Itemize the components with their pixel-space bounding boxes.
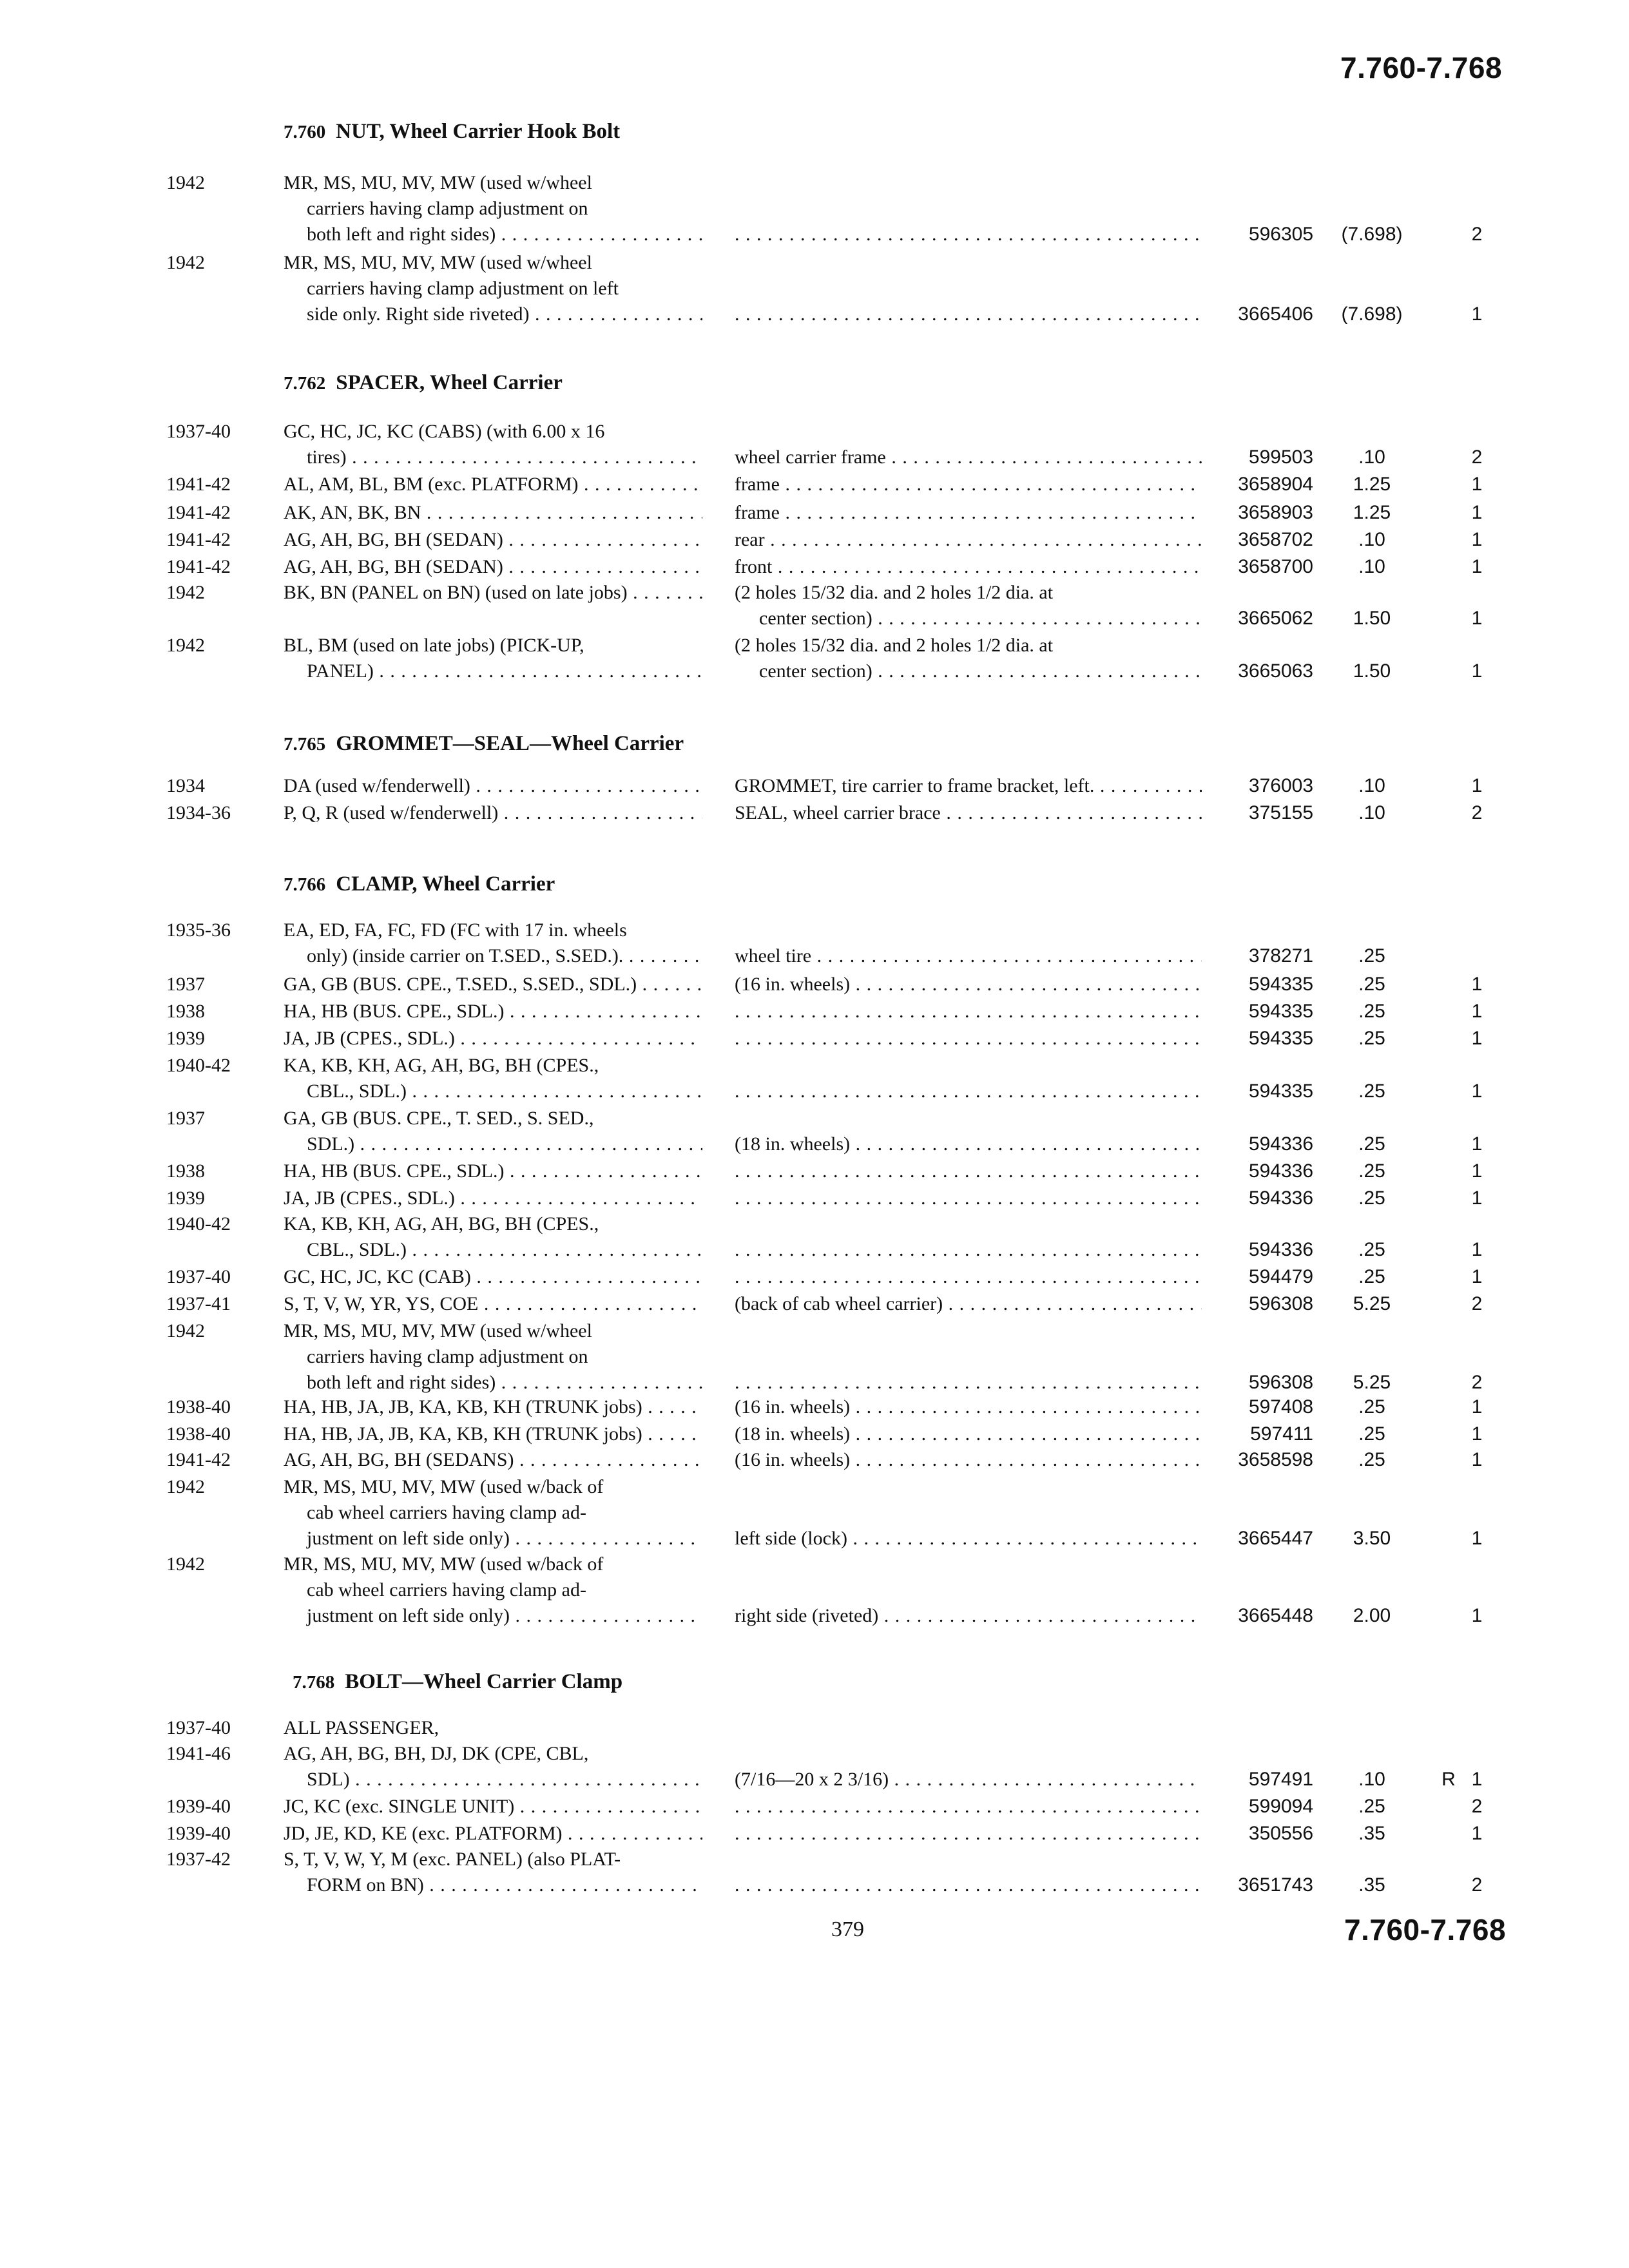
note-line: (2 holes 15/32 dia. and 2 holes 1/2 dia. at [735,635,1054,656]
part-number: 594336 [1248,1239,1313,1260]
quantity: 2 [1471,1796,1483,1817]
part-note [735,943,1202,969]
part-number: 597411 [1250,1423,1313,1445]
quantity: 1 [1471,529,1483,550]
description-line: MR, MS, MU, MV, MW (used w/back of [284,1476,604,1497]
model-year: 1942 [166,1553,205,1575]
note-line [735,1794,1202,1820]
note-line: wheel tire . . . [735,943,1202,969]
part-number: 594335 [1248,1001,1313,1022]
note-line: (18 in. wheels) . . . [735,1421,1202,1447]
description-line: PANEL) . . . [284,658,702,684]
description-line: SDL) . . . [284,1767,702,1792]
part-note [735,1237,1202,1263]
note-line: frame . . . [735,472,1202,497]
part-note [735,302,1202,327]
part-number: 597491 [1248,1769,1313,1790]
description-line: HA, HB (BUS. CPE., SDL.) . . . [284,1158,702,1184]
part-number: 375155 [1248,802,1313,823]
section-number: 7.765 [284,734,326,754]
quantity: 1 [1471,1769,1483,1790]
model-year: 1940-42 [166,1213,231,1235]
model-year: 1937-40 [166,1717,231,1738]
list-price: .10 [1358,529,1385,550]
section-number: 7.766 [284,874,326,895]
quantity: 1 [1471,1239,1483,1260]
note-line: rear . . . [735,527,1202,553]
note-line: (16 in. wheels) . . . [735,1447,1202,1473]
list-price: .35 [1358,1874,1385,1896]
description-line: S, T, V, W, Y, M (exc. PANEL) (also PLAT- [284,1849,621,1870]
page-range-footer: 7.760-7.768 [1344,1913,1507,1946]
model-description [284,1264,702,1290]
model-description [284,1186,702,1211]
note-line: GROMMET, tire carrier to frame bracket, left. . . . [735,773,1202,799]
note-line: front . . . [735,554,1202,580]
list-price: 2.00 [1353,1605,1391,1626]
quantity: 1 [1471,1449,1483,1470]
part-note [735,1526,1202,1552]
description-line: JD, JE, KD, KE (exc. PLATFORM) . . . [284,1821,702,1847]
model-description [284,472,702,497]
section-title [284,371,563,395]
description-line: GC, HC, JC, KC (CAB) . . . [284,1264,702,1290]
note-line [735,1821,1202,1847]
note-line [735,1872,1202,1898]
list-price: .10 [1358,447,1385,468]
list-price: .25 [1358,1081,1385,1102]
model-year: 1941-42 [166,502,231,523]
model-year: 1940-42 [166,1055,231,1076]
model-description [284,999,702,1024]
quantity: 2 [1471,1874,1483,1896]
description-line: SDL.) . . . [284,1131,702,1157]
model-description [284,800,702,826]
part-note [735,1186,1202,1211]
section-heading: NUT, Wheel Carrier Hook Bolt [336,120,621,143]
quantity: 2 [1471,447,1483,468]
part-note [735,972,1202,997]
description-line: tires) . . . [284,445,702,470]
list-price: .10 [1358,802,1385,823]
description-line: MR, MS, MU, MV, MW (used w/back of [284,1553,604,1575]
note-line: SEAL, wheel carrier brace . . . [735,800,1202,826]
part-number: 596308 [1248,1372,1313,1393]
part-note [735,999,1202,1024]
model-description [284,918,702,969]
model-year: 1934-36 [166,802,231,823]
page-range-header: 7.760-7.768 [1340,51,1503,84]
model-year: 1942 [166,635,205,656]
section-title [293,1670,622,1694]
description-line: MR, MS, MU, MV, MW (used w/wheel [284,172,592,193]
part-number: 3651743 [1238,1874,1313,1896]
description-line: HA, HB, JA, JB, KA, KB, KH (TRUNK jobs) . . . [284,1421,702,1447]
model-description [284,580,702,606]
quantity: 1 [1471,974,1483,995]
part-number: 3665062 [1238,608,1313,629]
part-note [735,1872,1202,1898]
list-price: .25 [1358,1266,1385,1287]
list-price: .10 [1358,775,1385,796]
quantity: 2 [1471,802,1483,823]
model-description [284,1211,702,1263]
list-price: .10 [1358,1769,1385,1790]
description-line: MR, MS, MU, MV, MW (used w/wheel [284,252,592,273]
part-number: 3665447 [1238,1528,1313,1549]
quantity: 1 [1471,303,1483,325]
description-line: CBL., SDL.) . . . [284,1237,702,1263]
model-description [284,1053,702,1104]
description-line: JA, JB (CPES., SDL.) . . . [284,1026,702,1052]
part-number: 594479 [1248,1266,1313,1287]
description-line: side only. Right side riveted) . . . [284,302,702,327]
model-year: 1934 [166,775,205,796]
quantity: 1 [1471,775,1483,796]
description-line: AG, AH, BG, BH (SEDAN) . . . [284,554,702,580]
description-line: justment on left side only) . . . [284,1526,702,1552]
list-price: .25 [1358,1001,1385,1022]
list-price: .10 [1358,556,1385,577]
part-note [735,222,1202,247]
part-number: 597408 [1248,1396,1313,1418]
model-description [284,633,702,684]
list-price: (7.698) [1341,224,1403,245]
list-price: .25 [1358,1239,1385,1260]
section-heading: CLAMP, Wheel Carrier [336,872,555,896]
part-number: 596308 [1248,1293,1313,1314]
model-year: 1942 [166,172,205,193]
description-line: MR, MS, MU, MV, MW (used w/wheel [284,1320,592,1341]
description-line: cab wheel carriers having clamp ad- [307,1579,586,1600]
note-line [735,222,1202,247]
section-number: 7.762 [284,373,326,394]
description-line: HA, HB, JA, JB, KA, KB, KH (TRUNK jobs) . . . [284,1394,702,1420]
model-description [284,554,702,580]
part-note [735,1794,1202,1820]
quantity: 1 [1471,474,1483,495]
note-line: (16 in. wheels) . . . [735,972,1202,997]
description-line: KA, KB, KH, AG, AH, BG, BH (CPES., [284,1213,599,1235]
part-number: 594335 [1248,974,1313,995]
list-price: .25 [1358,1133,1385,1155]
description-line: AG, AH, BG, BH (SEDAN) . . . [284,527,702,553]
part-number: 350556 [1248,1823,1313,1844]
model-description [284,773,702,799]
part-number: 3665063 [1238,660,1313,682]
part-number: 3658702 [1238,529,1313,550]
note-line: right side (riveted) . . . [735,1603,1202,1629]
list-price: .25 [1358,1396,1385,1418]
description-line: ALL PASSENGER, [284,1717,439,1738]
list-price: (7.698) [1341,303,1403,325]
quantity: 1 [1471,608,1483,629]
model-description [284,1552,702,1629]
model-year: 1941-42 [166,1449,231,1470]
quantity: 2 [1471,1293,1483,1314]
model-description [284,1158,702,1184]
model-year: 1937 [166,974,205,995]
part-number: 594335 [1248,1028,1313,1049]
part-note [735,527,1202,553]
note-line [735,1370,1202,1396]
note-line [735,1026,1202,1052]
note-line: center section) . . . [735,606,1202,631]
quantity: 2 [1471,224,1483,245]
list-price: .25 [1358,1449,1385,1470]
note-line: (back of cab wheel carrier) . . . [735,1291,1202,1317]
list-price: .25 [1358,1160,1385,1182]
list-price: .25 [1358,1796,1385,1817]
description-line: JA, JB (CPES., SDL.) . . . [284,1186,702,1211]
description-line: both left and right sides) . . . [284,1370,702,1396]
list-price: .25 [1358,945,1385,966]
model-description [284,1741,702,1792]
quantity: 1 [1471,1423,1483,1445]
description-line: FORM on BN) . . . [284,1872,702,1898]
note-line: frame . . . [735,500,1202,526]
quantity: 1 [1471,1001,1483,1022]
model-year: 1942 [166,1320,205,1341]
section-heading: BOLT—Wheel Carrier Clamp [345,1670,623,1693]
part-note [735,1291,1202,1317]
note-line [735,302,1202,327]
page-number: 379 [831,1917,864,1941]
model-year: 1941-42 [166,474,231,495]
quantity: 1 [1471,1823,1483,1844]
list-price: 3.50 [1353,1528,1391,1549]
price-flag: R [1441,1769,1456,1790]
model-description [284,1847,702,1898]
quantity: 1 [1471,1028,1483,1049]
model-year: 1938-40 [166,1396,231,1418]
model-description [284,1821,702,1847]
description-line: carriers having clamp adjustment on [307,1346,588,1367]
quantity: 1 [1471,1528,1483,1549]
part-note [735,580,1202,631]
note-line: center section) . . . [735,658,1202,684]
section-title [284,732,684,756]
model-year: 1939-40 [166,1823,231,1844]
section-title [284,120,620,144]
model-year: 1941-42 [166,556,231,577]
section-heading: SPACER, Wheel Carrier [336,371,563,394]
list-price: 1.25 [1353,502,1391,523]
model-description [284,1394,702,1420]
model-year: 1935-36 [166,919,231,941]
part-note [735,773,1202,799]
model-year: 1941-46 [166,1743,231,1764]
part-note [735,472,1202,497]
part-note [735,1447,1202,1473]
list-price: .25 [1358,974,1385,995]
model-year: 1938 [166,1001,205,1022]
note-line [735,1158,1202,1184]
part-number: 3665448 [1238,1605,1313,1626]
part-note [735,800,1202,826]
model-year: 1942 [166,1476,205,1497]
part-note [735,1264,1202,1290]
note-line: wheel carrier frame . . . [735,445,1202,470]
description-line: KA, KB, KH, AG, AH, BG, BH (CPES., [284,1055,599,1076]
description-line: carriers having clamp adjustment on left [307,278,619,299]
note-line: (7/16—20 x 2 3/16) . . . [735,1767,1202,1792]
note-line [735,1079,1202,1104]
part-number: 599503 [1248,447,1313,468]
model-year: 1937 [166,1108,205,1129]
quantity: 1 [1471,1605,1483,1626]
model-description [284,1291,702,1317]
note-line [735,1237,1202,1263]
quantity: 2 [1471,1372,1483,1393]
part-note [735,1370,1202,1396]
model-description [284,500,702,526]
model-description [284,170,702,247]
list-price: 5.25 [1353,1372,1391,1393]
note-line [735,1186,1202,1211]
part-number: 594336 [1248,1160,1313,1182]
model-description [284,527,702,553]
list-price: .25 [1358,1187,1385,1209]
quantity: 1 [1471,1187,1483,1209]
model-year: 1939 [166,1187,205,1209]
part-note [735,1767,1202,1792]
model-description [284,1474,702,1552]
part-note [735,1079,1202,1104]
description-line: only) (inside carrier on T.SED., S.SED.). . . . [284,943,702,969]
part-note [735,1603,1202,1629]
part-number: 594335 [1248,1081,1313,1102]
quantity: 1 [1471,1266,1483,1287]
list-price: 5.25 [1353,1293,1391,1314]
part-number: 3658598 [1238,1449,1313,1470]
model-description [284,972,702,997]
note-line: (18 in. wheels) . . . [735,1131,1202,1157]
description-line: AG, AH, BG, BH (SEDANS) . . . [284,1447,702,1473]
description-line: BK, BN (PANEL on BN) (used on late jobs) . . . [284,580,702,606]
note-line: (16 in. wheels) . . . [735,1394,1202,1420]
description-line: AK, AN, BK, BN . . . [284,500,702,526]
list-price: .25 [1358,1028,1385,1049]
part-number: 599094 [1248,1796,1313,1817]
quantity: 1 [1471,502,1483,523]
quantity: 1 [1471,1081,1483,1102]
section-number: 7.768 [293,1672,335,1693]
model-year: 1937-40 [166,1266,231,1287]
model-year: 1941-42 [166,529,231,550]
part-note [735,1131,1202,1157]
model-description [284,1318,702,1396]
section-number: 7.760 [284,122,326,142]
model-year: 1939 [166,1028,205,1049]
description-line: GC, HC, JC, KC (CABS) (with 6.00 x 16 [284,421,605,442]
part-number: 3665406 [1238,303,1313,325]
part-note [735,1026,1202,1052]
model-description [284,1106,702,1157]
description-line: DA (used w/fenderwell) . . . [284,773,702,799]
note-line: left side (lock) . . . [735,1526,1202,1552]
quantity: 1 [1471,1160,1483,1182]
section-heading: GROMMET—SEAL—Wheel Carrier [336,732,684,755]
model-year: 1937-40 [166,421,231,442]
description-line: EA, ED, FA, FC, FD (FC with 17 in. wheels [284,919,627,941]
description-line: both left and right sides) . . . [284,222,702,247]
model-description [284,1794,702,1820]
quantity: 1 [1471,556,1483,577]
description-line: HA, HB (BUS. CPE., SDL.) . . . [284,999,702,1024]
list-price: .25 [1358,1423,1385,1445]
model-year: 1937-42 [166,1849,231,1870]
list-price: 1.25 [1353,474,1391,495]
description-line: AG, AH, BG, BH, DJ, DK (CPE, CBL, [284,1743,589,1764]
part-note [735,1394,1202,1420]
model-description [284,1715,702,1741]
quantity: 1 [1471,1133,1483,1155]
part-note [735,633,1202,684]
description-line: P, Q, R (used w/fenderwell) . . . [284,800,702,826]
model-year: 1938 [166,1160,205,1182]
part-number: 376003 [1248,775,1313,796]
part-number: 594336 [1248,1133,1313,1155]
description-line: CBL., SDL.) . . . [284,1079,702,1104]
description-line: BL, BM (used on late jobs) (PICK-UP, [284,635,584,656]
quantity: 1 [1471,1396,1483,1418]
part-note [735,445,1202,470]
description-line: justment on left side only) . . . [284,1603,702,1629]
part-note [735,500,1202,526]
part-note [735,554,1202,580]
description-line: JC, KC (exc. SINGLE UNIT) . . . [284,1794,702,1820]
model-description [284,1447,702,1473]
part-note [735,1158,1202,1184]
list-price: .35 [1358,1823,1385,1844]
description-line: S, T, V, W, YR, YS, COE . . . [284,1291,702,1317]
part-number: 596305 [1248,224,1313,245]
model-description [284,250,702,327]
part-number: 378271 [1248,945,1313,966]
part-number: 3658700 [1238,556,1313,577]
list-price: 1.50 [1353,660,1391,682]
model-year: 1942 [166,252,205,273]
description-line: carriers having clamp adjustment on [307,198,588,219]
part-number: 594336 [1248,1187,1313,1209]
model-description [284,419,702,470]
list-price: 1.50 [1353,608,1391,629]
model-year: 1938-40 [166,1423,231,1445]
model-year: 1939-40 [166,1796,231,1817]
note-line [735,1264,1202,1290]
section-title [284,872,555,896]
description-line: AL, AM, BL, BM (exc. PLATFORM) . . . [284,472,702,497]
model-year: 1942 [166,582,205,603]
model-year: 1937-41 [166,1293,231,1314]
model-description [284,1026,702,1052]
description-line: GA, GB (BUS. CPE., T.SED., S.SED., SDL.) . . . [284,972,702,997]
quantity: 1 [1471,660,1483,682]
part-number: 3658904 [1238,474,1313,495]
description-line: GA, GB (BUS. CPE., T. SED., S. SED., [284,1108,594,1129]
description-line: cab wheel carriers having clamp ad- [307,1502,586,1523]
part-note [735,1421,1202,1447]
note-line [735,999,1202,1024]
note-line: (2 holes 15/32 dia. and 2 holes 1/2 dia. at [735,582,1054,603]
part-note [735,1821,1202,1847]
part-number: 3658903 [1238,502,1313,523]
model-description [284,1421,702,1447]
